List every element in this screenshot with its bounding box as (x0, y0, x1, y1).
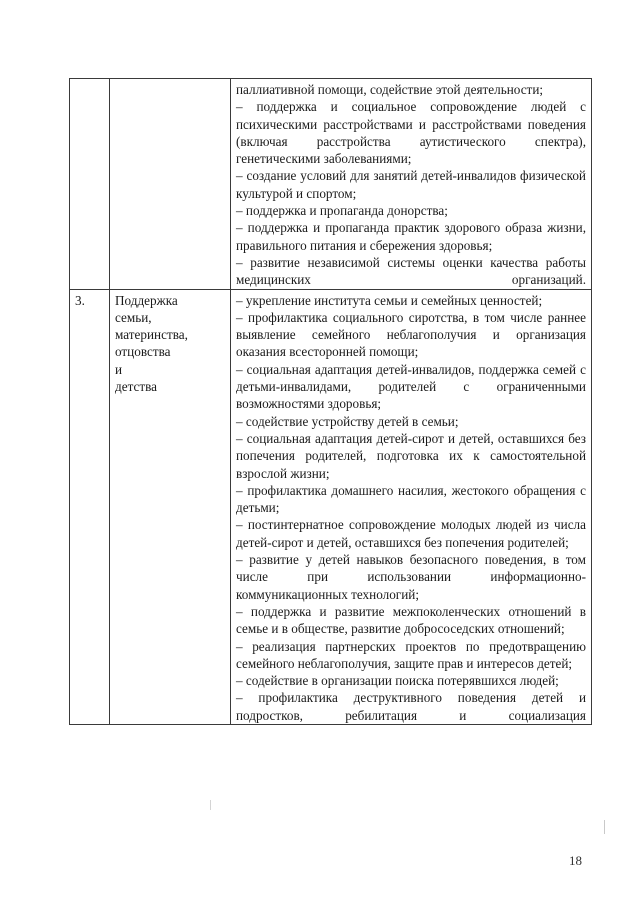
list-item: – реализация партнерских проектов по предотвращению семейного неблагополучия, защите прав и интересов детей; (236, 638, 586, 671)
list-item: – профилактика деструктивного поведения детей и подростков, ребилитация и социализация (236, 690, 586, 723)
list-item: – содействие в организации поиска потерявшихся людей; (236, 673, 559, 689)
activities-cell (231, 289, 592, 724)
direction-line: детства (115, 379, 158, 395)
list-item: – развитие у детей навыков безопасного поведения, в том числе при использовании информационно-коммуникационных технологий; (236, 552, 586, 602)
page-number: 18 (569, 853, 582, 868)
list-item: – социальная адаптация детей-сирот и детей, оставшихся без попечения родителей, подготовка их к самостоятельной взрослой жизни; (236, 430, 586, 481)
list-item: – постинтернатное сопровождение молодых людей из числа детей-сирот и детей, оставшихся без попечения родителей; (236, 517, 586, 550)
list-item: – поддержка и социальное сопровождение людей с психическими расстройствами и расстройствами поведения (включая расстройства аутистического спектра), генетическими заболеваниями; (236, 99, 586, 167)
row-number-cell: 3. (70, 289, 110, 724)
direction-line: материнства, (115, 327, 188, 343)
direction-line-split (115, 343, 225, 378)
activities-cell (231, 79, 592, 290)
list-item: – профилактика домашнего насилия, жестокого обращения с детьми; (236, 482, 586, 516)
list-item: – содействие устройству детей в семьи; (236, 413, 459, 429)
list-item: – поддержка и пропаганда практик здорового образа жизни, правильного питания и сбережения здоровья; (236, 220, 586, 253)
list-item: – поддержка и развитие межпоколенческих отношений в семье и в обществе, развитие добрососедских отношений; (236, 603, 586, 637)
list-item: – профилактика социального сиротства, в том числе раннее выявление семейного неблагополучия и организация оказания всесторонней помощи; (236, 309, 586, 360)
direction-cell (110, 289, 231, 724)
table-row (70, 79, 592, 290)
direction-word: и (115, 361, 123, 377)
row-number-cell (70, 79, 110, 290)
list-item: – укрепление института семьи и семейных ценностей; (236, 292, 543, 308)
scan-artifact (604, 820, 605, 834)
list-item: – создание условий для занятий детей-инвалидов физической культурой и спортом; (236, 168, 586, 201)
list-item: – поддержка и пропаганда донорства; (236, 203, 448, 219)
direction-word: отцовства (115, 344, 171, 360)
list-item: – развитие независимой системы оценки качества работы медицинских организаций. (236, 254, 586, 288)
list-item: паллиативной помощи, содействие этой деятельности; (236, 82, 544, 97)
directions-table (69, 78, 592, 725)
direction-cell (110, 79, 231, 290)
direction-line: семьи, (115, 309, 152, 325)
list-item: – социальная адаптация детей-инвалидов, поддержка семей с детьми-инвалидами, родителей с ограниченными возможностями здоровья; (236, 361, 586, 412)
direction-line: Поддержка (115, 292, 178, 308)
scan-artifact (210, 800, 211, 810)
table-row (70, 289, 592, 724)
